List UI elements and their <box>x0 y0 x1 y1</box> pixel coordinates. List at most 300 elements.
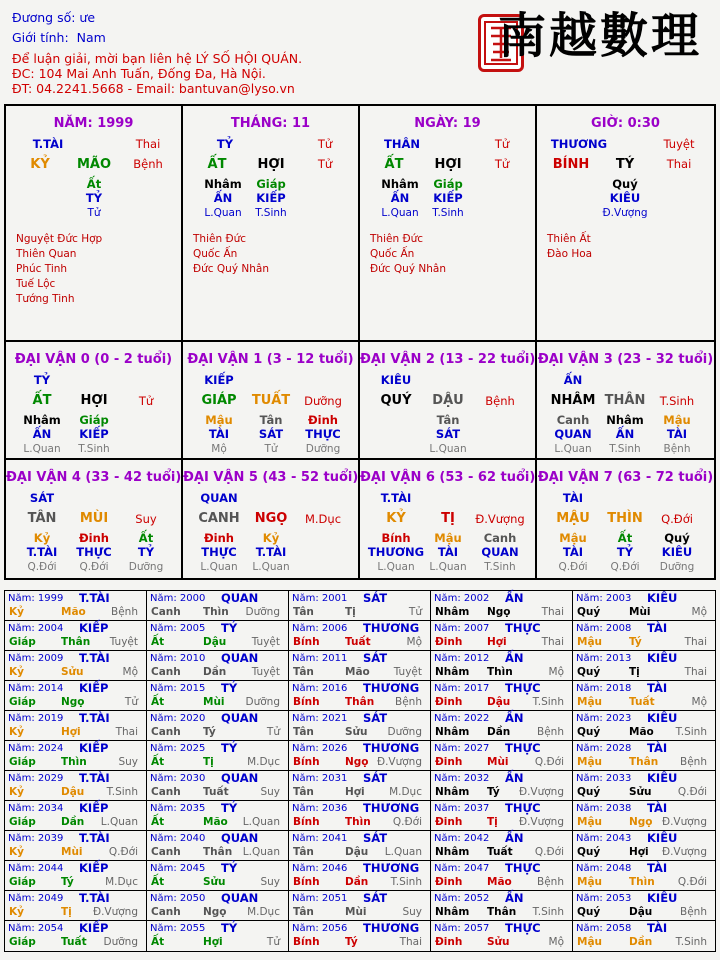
year-label <box>292 683 347 694</box>
hidden-star: T.TÀI <box>26 545 58 559</box>
year-prefix: Năm: <box>8 653 35 664</box>
year-prefix: Năm: <box>434 863 461 874</box>
pillar-cell <box>537 106 714 340</box>
year-tst: Q.Đới <box>534 846 564 858</box>
hidden-can: Ất <box>86 177 102 191</box>
pillar-top-tst: Thai <box>135 137 161 151</box>
year-tst: Đ.Vượng <box>376 756 422 768</box>
dai-van-tst: Bệnh <box>485 394 515 408</box>
year-tst: Thai <box>684 666 707 678</box>
year-tst: Tử <box>408 606 422 618</box>
hidden-star: T.TÀI <box>255 545 287 559</box>
year-can: Nhâm <box>435 786 470 798</box>
year-star: QUAN <box>221 651 259 665</box>
dai-van-cell <box>360 342 537 460</box>
year-can: Mậu <box>577 936 603 948</box>
year-prefix: Năm: <box>8 773 35 784</box>
year-can: Nhâm <box>435 666 470 678</box>
year-label <box>576 743 631 754</box>
year-chi: Sửu <box>203 876 226 888</box>
year-prefix: Năm: <box>434 593 461 604</box>
year-prefix: Năm: <box>8 593 35 604</box>
year-chi: Thìn <box>61 756 87 768</box>
year-number: 2034 <box>37 803 64 814</box>
year-label <box>576 683 631 694</box>
year-label <box>434 863 489 874</box>
year-label <box>8 773 63 784</box>
year-prefix: Năm: <box>576 623 603 634</box>
year-tst: L.Quan <box>242 846 280 858</box>
pillar-stars <box>547 232 592 262</box>
pillar-chi: HỢI <box>434 157 462 172</box>
year-label <box>150 653 205 664</box>
year-tst: Q.Đới <box>108 846 138 858</box>
year-cell <box>431 861 573 891</box>
year-star: QUAN <box>221 831 259 845</box>
dai-van-chi: THÂN <box>604 393 646 408</box>
pillar-chi: TÝ <box>615 157 635 172</box>
year-number: 2021 <box>321 713 348 724</box>
pillar-chi-tst: Tử <box>494 157 510 171</box>
dai-van-can: TÂN <box>27 511 57 526</box>
year-cell <box>147 711 289 741</box>
year-can: Đinh <box>435 636 463 648</box>
year-prefix: Năm: <box>576 833 603 844</box>
year-star: THƯƠNG <box>363 621 420 635</box>
pillar-chi: MÃO <box>76 157 112 172</box>
hidden-tst: Q.Đới <box>79 561 109 573</box>
dai-van-star: KIẾP <box>204 373 234 387</box>
year-can: Canh <box>151 666 181 678</box>
year-tst: Thai <box>541 636 564 648</box>
dai-van-title: ĐẠI VẬN 1 (3 - 12 tuổi) <box>187 352 354 367</box>
year-can: Ất <box>151 756 165 768</box>
year-tst: L.Quan <box>100 816 138 828</box>
year-cell <box>431 741 573 771</box>
dai-van-title: ĐẠI VẬN 4 (33 - 42 tuổi) <box>6 470 182 485</box>
year-cell <box>5 921 147 951</box>
year-prefix: Năm: <box>434 713 461 724</box>
year-cell <box>5 801 147 831</box>
year-cell <box>289 891 431 921</box>
hidden-can: Tân <box>436 413 460 427</box>
year-prefix: Năm: <box>292 773 319 784</box>
year-cell <box>289 801 431 831</box>
year-chi: Dậu <box>487 696 511 708</box>
year-tst: Bệnh <box>680 756 707 768</box>
year-number: 2058 <box>605 923 632 934</box>
year-tst: Bệnh <box>537 726 564 738</box>
year-prefix: Năm: <box>8 833 35 844</box>
year-label <box>150 773 205 784</box>
hidden-tst: T.Sinh <box>78 443 110 455</box>
year-star: QUAN <box>221 711 259 725</box>
year-label <box>434 923 489 934</box>
year-tst: Bệnh <box>680 906 707 918</box>
year-can: Canh <box>151 726 181 738</box>
year-prefix: Năm: <box>434 833 461 844</box>
year-chi: Ngọ <box>487 606 511 618</box>
hidden-star: TỶ <box>85 191 103 205</box>
year-can: Quý <box>577 906 601 918</box>
dai-van-title: ĐẠI VẬN 5 (43 - 52 tuổi) <box>183 470 359 485</box>
hidden-star: TỶ <box>137 545 155 559</box>
year-can: Giáp <box>9 696 36 708</box>
year-tst: Dưỡng <box>245 696 280 708</box>
year-number: 2007 <box>463 623 490 634</box>
year-label <box>434 713 489 724</box>
year-chi: Mùi <box>487 756 509 768</box>
pillar-can: KỶ <box>30 157 50 172</box>
year-chi: Dần <box>629 936 653 948</box>
hidden-star: KIẾP <box>433 191 463 205</box>
year-chi: Hợi <box>61 726 81 738</box>
dai-van-cell <box>537 460 714 578</box>
year-label <box>434 893 489 904</box>
hidden-tst: Bệnh <box>663 443 691 455</box>
hidden-tst: Tử <box>87 207 101 219</box>
pillar-star-item: Quốc Ấn <box>370 248 415 260</box>
year-star: TÀI <box>647 861 668 875</box>
year-tst: Tuyệt <box>251 636 280 648</box>
year-prefix: Năm: <box>8 623 35 634</box>
year-cell <box>5 741 147 771</box>
year-label <box>292 593 347 604</box>
year-chi: Mùi <box>203 696 225 708</box>
year-star: KIÊU <box>647 891 678 905</box>
address-line: ĐC: 104 Mai Anh Tuấn, Đống Đa, Hà Nội. <box>12 66 266 81</box>
year-chi: Thìn <box>629 876 655 888</box>
pillar-top-star: THƯƠNG <box>550 137 608 151</box>
dai-van-chi: DẬU <box>432 393 464 408</box>
year-cell <box>5 771 147 801</box>
year-star: KIÊU <box>647 831 678 845</box>
year-chi: Dậu <box>61 786 85 798</box>
year-star: SÁT <box>363 771 388 785</box>
year-can: Nhâm <box>435 846 470 858</box>
hidden-can: Nhâm <box>606 413 644 427</box>
year-number: 2025 <box>179 743 206 754</box>
year-chi: Tị <box>345 606 356 618</box>
year-label <box>150 893 205 904</box>
year-can: Kỷ <box>9 786 24 798</box>
year-can: Ất <box>151 876 165 888</box>
hidden-star: SÁT <box>435 427 461 441</box>
year-label <box>8 893 63 904</box>
hidden-star: TÀI <box>666 427 688 441</box>
year-tst: Mộ <box>691 606 707 618</box>
year-star: T.TÀI <box>79 891 110 905</box>
hidden-tst: Dưỡng <box>128 561 164 573</box>
pillar-top-star: T.TÀI <box>32 137 64 151</box>
year-star: KIÊU <box>647 711 678 725</box>
dai-van-cell <box>360 460 537 578</box>
hidden-tst: Mộ <box>211 443 227 455</box>
hidden-star: KIÊU <box>661 545 693 559</box>
year-tst: Bệnh <box>395 696 422 708</box>
year-star: TỶ <box>221 861 238 875</box>
year-can: Bính <box>293 696 320 708</box>
year-can: Kỷ <box>9 606 24 618</box>
year-prefix: Năm: <box>576 683 603 694</box>
year-tst: M.Dục <box>247 756 280 768</box>
year-cell <box>147 651 289 681</box>
dai-van-title: ĐẠI VẬN 0 (0 - 2 tuổi) <box>14 352 173 367</box>
year-chi: Sửu <box>487 936 510 948</box>
hidden-star: THỰC <box>76 545 112 559</box>
hidden-star: KIẾP <box>256 191 286 205</box>
year-tst: Đ.Vượng <box>661 816 707 828</box>
year-label <box>576 713 631 724</box>
hidden-can: Đinh <box>308 413 338 427</box>
year-can: Nhâm <box>435 606 470 618</box>
year-cell <box>289 591 431 621</box>
year-can: Đinh <box>435 816 463 828</box>
year-prefix: Năm: <box>434 623 461 634</box>
year-number: 2047 <box>463 863 490 874</box>
year-number: 2037 <box>463 803 490 814</box>
year-star: KIẾP <box>79 621 109 635</box>
hidden-can: Nhâm <box>381 177 419 191</box>
year-tst: Mộ <box>691 696 707 708</box>
gender-line <box>12 30 106 45</box>
year-label <box>576 803 631 814</box>
hidden-can: Kỷ <box>262 531 280 545</box>
year-chi: Ngọ <box>345 756 369 768</box>
hidden-can: Nhâm <box>23 413 61 427</box>
year-tst: Thai <box>684 636 707 648</box>
dai-van-can: NHÂM <box>550 393 596 408</box>
year-prefix: Năm: <box>150 683 177 694</box>
dai-van-cell <box>6 460 183 578</box>
year-prefix: Năm: <box>292 803 319 814</box>
dai-van-title: ĐẠI VẬN 7 (63 - 72 tuổi) <box>537 470 714 485</box>
year-cell <box>5 891 147 921</box>
year-can: Canh <box>151 606 181 618</box>
year-can: Kỷ <box>9 666 24 678</box>
year-tst: Mộ <box>122 666 138 678</box>
year-number: 2046 <box>321 863 348 874</box>
year-cell <box>5 681 147 711</box>
year-can: Bính <box>293 876 320 888</box>
year-chi: Ngọ <box>203 906 227 918</box>
hidden-tst: L.Quan <box>23 443 61 455</box>
dai-van-cell <box>6 342 183 460</box>
year-chi: Tị <box>61 906 72 918</box>
year-star: TÀI <box>647 681 668 695</box>
year-cell <box>431 771 573 801</box>
dai-van-tst: Đ.Vượng <box>475 512 525 526</box>
year-prefix: Năm: <box>8 743 35 754</box>
year-label <box>150 863 205 874</box>
year-chi: Hợi <box>203 936 223 948</box>
year-cell <box>5 831 147 861</box>
year-tst: Dưỡng <box>387 726 422 738</box>
year-star: TÀI <box>647 921 668 935</box>
year-label <box>576 893 631 904</box>
year-cell <box>289 921 431 951</box>
dai-van-cell <box>537 342 714 460</box>
dai-van-title: ĐẠI VẬN 6 (53 - 62 tuổi) <box>360 470 536 485</box>
year-label <box>576 593 631 604</box>
year-label <box>150 683 205 694</box>
year-number: 2031 <box>321 773 348 784</box>
year-chi: Mão <box>203 816 228 828</box>
year-label <box>8 623 63 634</box>
year-label <box>8 593 63 604</box>
year-chi: Sửu <box>629 786 652 798</box>
year-tst: Bệnh <box>537 876 564 888</box>
hidden-can: Bính <box>381 531 411 545</box>
year-number: 2028 <box>605 743 632 754</box>
dai-van-cell <box>183 342 360 460</box>
year-chi: Dần <box>203 666 227 678</box>
year-chi: Hợi <box>629 846 649 858</box>
year-can: Ất <box>151 936 165 948</box>
year-label <box>434 803 489 814</box>
year-label <box>8 803 63 814</box>
year-label <box>434 623 489 634</box>
year-can: Bính <box>293 936 320 948</box>
year-star: KIẾP <box>79 681 109 695</box>
hidden-can: Mậu <box>559 531 587 545</box>
hidden-tst: L.Quan <box>200 561 238 573</box>
year-chi: Hợi <box>345 786 365 798</box>
year-star: QUAN <box>221 771 259 785</box>
year-prefix: Năm: <box>292 923 319 934</box>
year-tst: Suy <box>402 906 422 918</box>
year-star: KIẾP <box>79 741 109 755</box>
year-chi: Dần <box>345 876 369 888</box>
dai-van-can: QUÝ <box>380 393 412 408</box>
hidden-star: TỶ <box>616 545 634 559</box>
year-label <box>434 653 489 664</box>
year-number: 2024 <box>37 743 64 754</box>
year-star: TÀI <box>647 801 668 815</box>
dai-van-can: GIÁP <box>201 393 237 408</box>
pillar-stars <box>370 232 446 277</box>
year-prefix: Năm: <box>150 833 177 844</box>
year-cell <box>573 861 715 891</box>
year-prefix: Năm: <box>292 593 319 604</box>
year-cell <box>147 681 289 711</box>
dai-van-star: TỶ <box>33 373 51 387</box>
year-number: 2008 <box>605 623 632 634</box>
year-can: Đinh <box>435 756 463 768</box>
hidden-star: ẤN <box>32 427 52 441</box>
year-can: Quý <box>577 606 601 618</box>
year-cell <box>573 771 715 801</box>
year-tst: Q.Đới <box>534 756 564 768</box>
year-label <box>576 653 631 664</box>
year-can: Giáp <box>9 876 36 888</box>
year-prefix: Năm: <box>150 863 177 874</box>
dai-van-star: ẤN <box>563 373 583 387</box>
year-prefix: Năm: <box>434 893 461 904</box>
year-number: 2012 <box>463 653 490 664</box>
year-star: THỰC <box>505 741 541 755</box>
year-cell <box>147 771 289 801</box>
year-prefix: Năm: <box>576 863 603 874</box>
year-star: ẤN <box>505 771 524 785</box>
year-star: TỶ <box>221 621 238 635</box>
year-cell <box>573 711 715 741</box>
pillar-chi-tst: Tử <box>317 157 333 171</box>
year-star: ẤN <box>505 711 524 725</box>
year-star: ẤN <box>505 651 524 665</box>
year-tst: T.Sinh <box>675 726 707 738</box>
year-number: 2030 <box>179 773 206 784</box>
hidden-can: Giáp <box>256 177 286 191</box>
year-label <box>292 833 347 844</box>
year-number: 2039 <box>37 833 64 844</box>
year-can: Mậu <box>577 876 603 888</box>
year-prefix: Năm: <box>150 773 177 784</box>
hidden-tst: Tử <box>264 443 278 455</box>
dai-van-chi: MÙI <box>79 511 109 526</box>
year-label <box>576 623 631 634</box>
year-can: Tân <box>293 906 314 918</box>
year-number: 2036 <box>321 803 348 814</box>
year-number: 2033 <box>605 773 632 784</box>
year-label <box>150 593 205 604</box>
year-cell <box>289 861 431 891</box>
year-tst: Tuyệt <box>393 666 422 678</box>
hidden-tst: Q.Đới <box>610 561 640 573</box>
hidden-star: THƯƠNG <box>367 545 425 559</box>
year-prefix: Năm: <box>434 653 461 664</box>
year-chi: Tý <box>487 786 500 798</box>
year-cell <box>147 591 289 621</box>
year-can: Mậu <box>577 756 603 768</box>
year-cell <box>5 591 147 621</box>
year-cell <box>431 591 573 621</box>
year-chi: Thìn <box>203 606 229 618</box>
year-number: 2020 <box>179 713 206 724</box>
year-cell <box>147 621 289 651</box>
hidden-can: Nhâm <box>204 177 242 191</box>
pillar-star-item: Tướng Tinh <box>16 293 75 305</box>
year-star: ẤN <box>505 591 524 605</box>
year-label <box>8 923 63 934</box>
year-star: THƯƠNG <box>363 801 420 815</box>
year-star: TỶ <box>221 681 238 695</box>
hidden-can: Quý <box>664 531 690 545</box>
year-prefix: Năm: <box>576 923 603 934</box>
dai-van-can: ẤT <box>32 393 52 408</box>
year-prefix: Năm: <box>8 893 35 904</box>
contact-line: Để luận giải, mời bạn liên hệ LÝ SỐ HỘI QUÁN. <box>12 51 303 66</box>
year-number: 2044 <box>37 863 64 874</box>
hidden-can: Ất <box>138 531 154 545</box>
year-can: Đinh <box>435 936 463 948</box>
pillar-cell <box>6 106 183 340</box>
year-tst: Đ.Vượng <box>518 786 564 798</box>
year-can: Tân <box>293 606 314 618</box>
year-number: 2009 <box>37 653 64 664</box>
year-tst: Q.Đới <box>677 786 707 798</box>
year-star: TỶ <box>221 921 238 935</box>
year-tst: Thai <box>399 936 422 948</box>
pillar-star-item: Tuế Lộc <box>16 278 56 290</box>
year-chi: Tuất <box>487 846 513 858</box>
hidden-star: TÀI <box>208 427 230 441</box>
year-chi: Mão <box>487 876 512 888</box>
year-prefix: Năm: <box>434 923 461 934</box>
year-label <box>292 713 347 724</box>
year-prefix: Năm: <box>576 893 603 904</box>
dai-van-cell <box>183 460 360 578</box>
